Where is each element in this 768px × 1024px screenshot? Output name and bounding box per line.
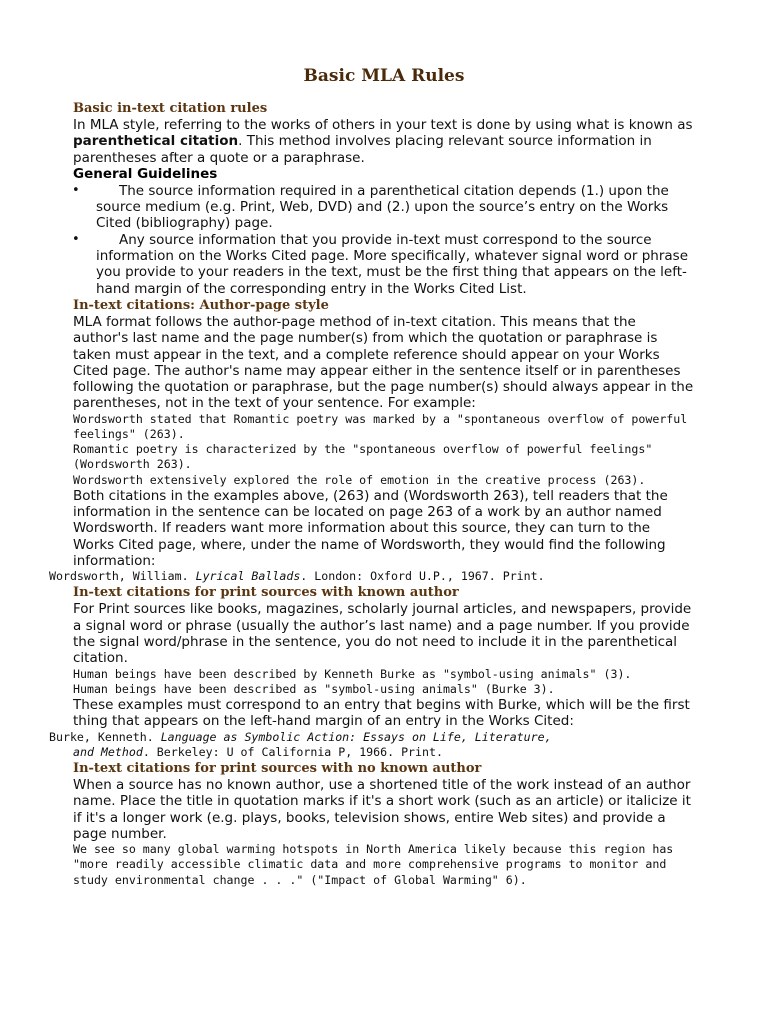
cited-title-line1: Language as Symbolic Action: Essays on Life, Literature, [160, 729, 552, 744]
example-citation: Wordsworth stated that Romantic poetry was marked by a "spontaneous overflow of powerful feelings" (263). [73, 411, 688, 441]
example-citation: Wordsworth extensively explored the role of emotion in the creative process (263). [73, 472, 646, 487]
list-item-text: The source information required in a parenthetical citation depends (1.) upon the source medium (e.g. Print, Web, DVD) and (2.) upon the source’s entry on the Works Cited (bibliography) page. [96, 182, 669, 232]
paragraph-burke-explanation: These examples must correspond to an entry that begins with Burke, which will be the first thing that appears on the left-hand margin of an entry in the Works Cited: [73, 697, 690, 730]
list-item [73, 232, 695, 297]
cited-author: Wordsworth, William. [49, 569, 196, 584]
heading-no-known-author: In-text citations for print sources with no known author [73, 761, 482, 777]
example-citation: Romantic poetry is characterized by the "spontaneous overflow of powerful feelings" (Wordsworth 263). [73, 442, 653, 472]
list-item-text: Any source information that you provide in-text must correspond to the source information on the Works Cited page. More specifically, whatever signal word or phrase you provide to your readers in the text, must be the first thing that appears on the left-hand margin of the corresponding entry in the Works Cited List. [96, 231, 689, 297]
guidelines-list [73, 183, 695, 297]
heading-basic-in-text-citation-rules: Basic in-text citation rules [73, 101, 268, 116]
list-item [73, 183, 695, 232]
page-title: Basic MLA Rules [303, 66, 465, 86]
paragraph-known-author: For Print sources like books, magazines, scholarly journal articles, and newspapers, provide a signal word or phrase (usually the author’s last name) and a page number. If you provide the signal word/phrase in the sentence, you do not need to include it in the parenthetical citation. [73, 601, 692, 667]
intro-bold-term: parenthetical citation [73, 133, 239, 150]
cited-title-line2: and Method [73, 744, 143, 759]
example-citation: We see so many global warming hotspots in North America likely because this region has "more readily accessible climatic data and more comprehensive programs to monitor and study environmental change . . ." ("Impact of Global Warming" 6). [73, 842, 674, 887]
cited-author: Burke, Kenneth. [49, 729, 161, 744]
cited-publication: . Berkeley: U of California P, 1966. Print. [142, 744, 443, 759]
heading-author-page-style: In-text citations: Author-page style [73, 297, 329, 313]
heading-known-author: In-text citations for print sources with known author [73, 585, 459, 601]
paragraph-author-page: MLA format follows the author-page method of in-text citation. This means that the author's last name and the page number(s) from which the quotation or paraphrase is taken must appear in the text, and a complete reference should appear on your Works Cited page. The author's name may appear either in the sentence itself or in parentheses following the quotation or paraphrase, but the page number(s) should always appear in the parentheses, not in the text of your sentence. For example: [73, 313, 694, 412]
paragraph-explanation: Both citations in the examples above, (263) and (Wordsworth 263), tell readers that the information in the sentence can be located on page 263 of a work by an author named Wordsworth. If readers want more information about this source, they can turn to the Works Cited page, where, under the name of Wordsworth, they would find the following information: [73, 487, 668, 569]
paragraph-intro [73, 117, 695, 166]
example-citation: Human beings have been described as "symbol-using animals" (Burke 3). [73, 681, 555, 696]
cited-indent [49, 745, 443, 759]
example-citation: Human beings have been described by Kenneth Burke as "symbol-using animals" (3). [73, 666, 632, 681]
document-body [49, 100, 695, 888]
cited-title: Lyrical Ballads [195, 569, 301, 584]
intro-text-before: In MLA style, referring to the works of others in your text is done by using what is known as [73, 117, 693, 133]
paragraph-no-known-author: When a source has no known author, use a shortened title of the work instead of an author name. Place the title in quotation marks if it's a short work (such as an article) or italicize it if it's a longer work (e.g. plays, books, television shows, entire Web sites) and provide a page number. [73, 777, 691, 842]
bullet-icon: • [72, 231, 80, 247]
works-cited-entry-burke [49, 730, 695, 760]
bullet-icon: • [72, 182, 80, 198]
intro-text-after: . This method involves placing relevant source information in parentheses after a quote or a paraphrase. [73, 133, 652, 166]
cited-publication: . London: Oxford U.P., 1967. Print. [300, 569, 545, 584]
heading-general-guidelines: General Guidelines [73, 165, 218, 182]
works-cited-entry-wordsworth [49, 569, 695, 584]
